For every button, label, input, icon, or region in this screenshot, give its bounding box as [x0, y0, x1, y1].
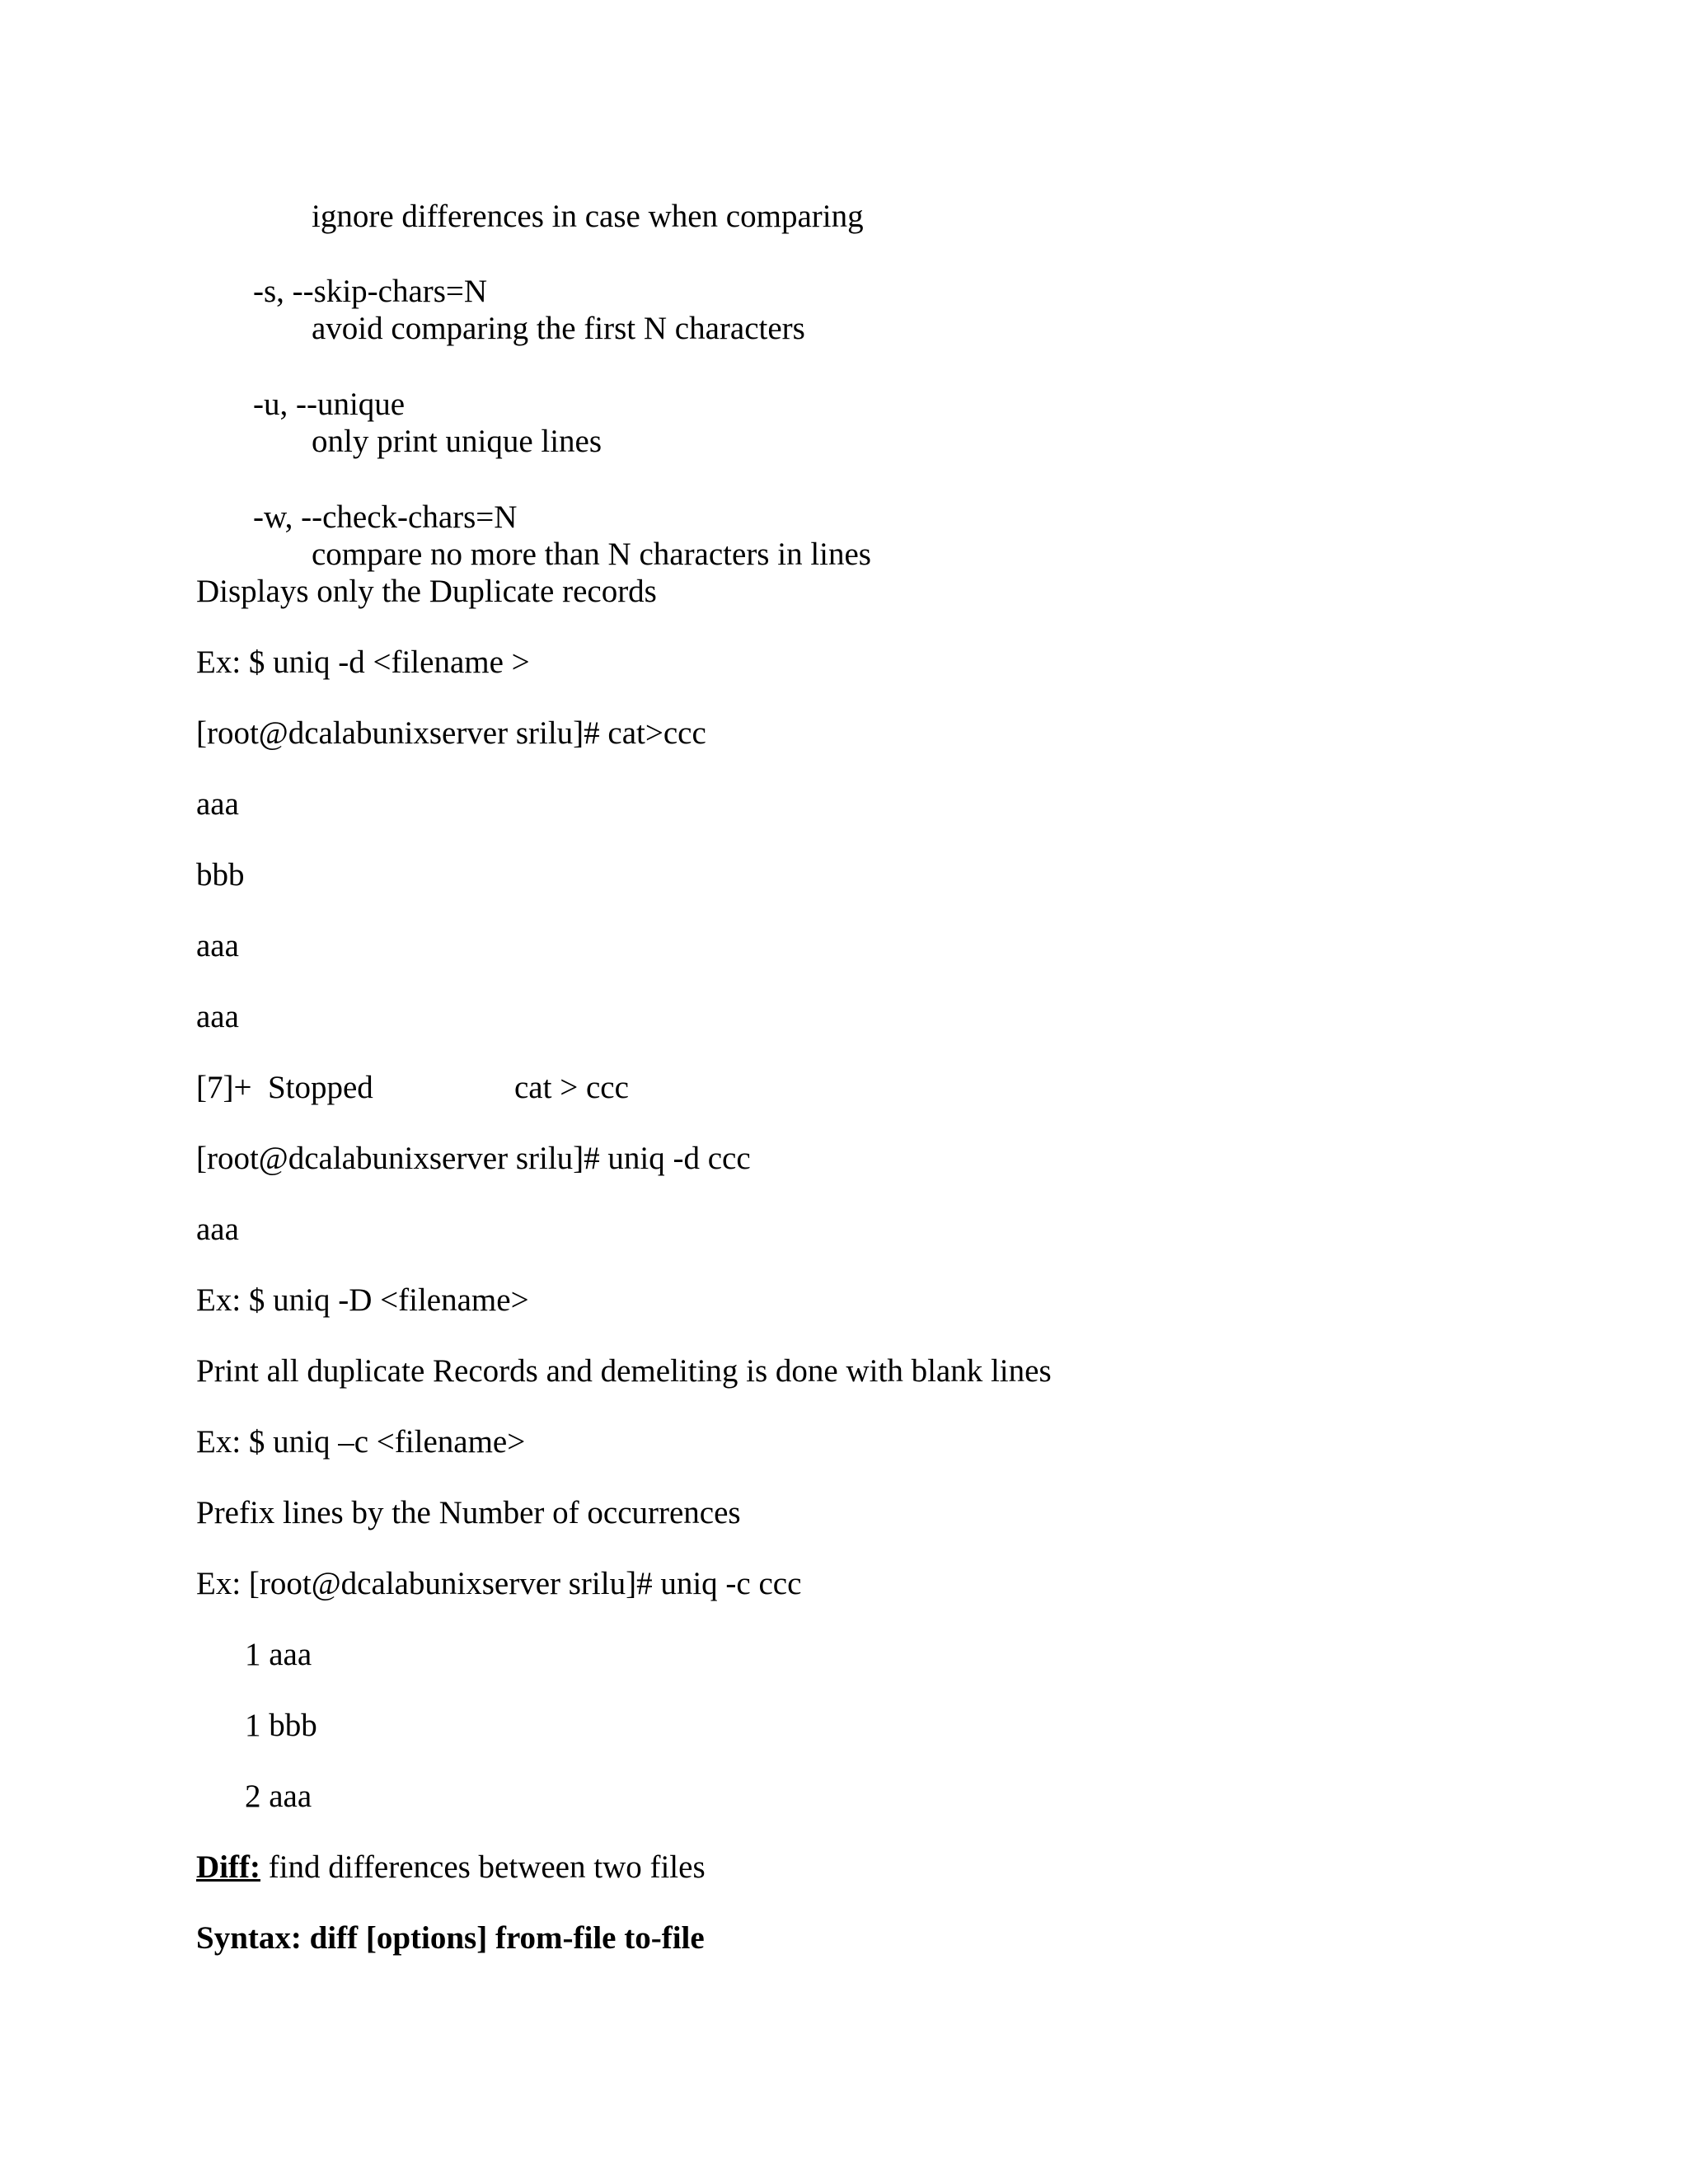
input-line: bbb — [196, 857, 245, 893]
cat-command: [root@dcalabunixserver srilu]# cat>ccc — [196, 715, 706, 751]
diff-description: find differences between two files — [260, 1849, 706, 1885]
input-line: aaa — [196, 786, 239, 822]
diff-syntax: Syntax: diff [options] from-file to-file — [196, 1920, 705, 1956]
example-uniq-D: Ex: $ uniq -D <filename> — [196, 1282, 529, 1318]
uniq-c-command: Ex: [root@dcalabunixserver srilu]# uniq -c ccc — [196, 1566, 802, 1601]
example-uniq-c: Ex: $ uniq –c <filename> — [196, 1424, 526, 1460]
option-desc-unique: only print unique lines — [312, 424, 603, 459]
option-flag-check-chars: -w, --check-chars=N — [253, 499, 518, 535]
stopped-job-status: [7]+ Stopped — [196, 1070, 373, 1105]
option-desc-check-chars: compare no more than N characters in lines — [312, 537, 871, 572]
diff-heading-line — [196, 1849, 706, 1886]
example-uniq-d: Ex: $ uniq -d <filename > — [196, 644, 530, 680]
option-flag-unique: -u, --unique — [253, 387, 406, 422]
uniq-c-output-line: 1 aaa — [245, 1637, 312, 1672]
option-flag-skip-chars: -s, --skip-chars=N — [253, 274, 488, 309]
uniq-c-output-line: 1 bbb — [245, 1708, 317, 1743]
uniq-c-description: Prefix lines by the Number of occurrences — [196, 1495, 741, 1530]
input-line: aaa — [196, 928, 239, 963]
diff-heading: Diff: — [196, 1849, 260, 1885]
duplicate-records-description: Displays only the Duplicate records — [196, 574, 657, 609]
option-desc-skip-chars: avoid comparing the first N characters — [312, 311, 805, 346]
uniq-d-output: aaa — [196, 1212, 239, 1247]
uniq-d-command: [root@dcalabunixserver srilu]# uniq -d ccc — [196, 1141, 751, 1176]
uniq-D-description: Print all duplicate Records and demeliting is done with blank lines — [196, 1353, 1052, 1389]
stopped-job-command: cat > ccc — [514, 1070, 629, 1105]
input-line: aaa — [196, 999, 239, 1034]
option-desc-ignore-case: ignore differences in case when comparing — [312, 199, 864, 234]
uniq-c-output-line: 2 aaa — [245, 1779, 312, 1814]
